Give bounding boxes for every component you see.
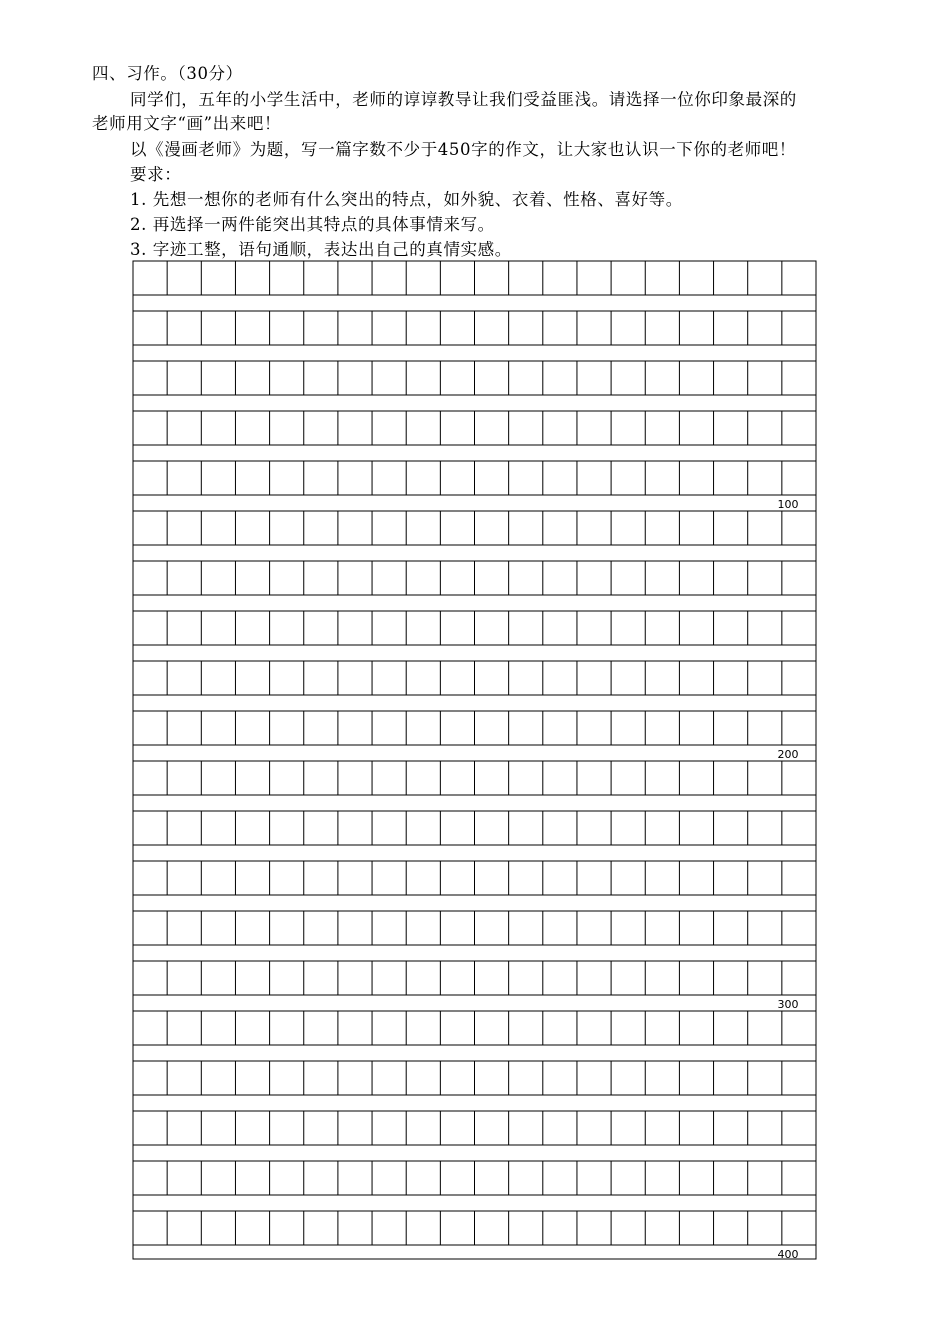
requirements-title: 要求： [130,165,182,184]
word-count-marker: 100 [777,498,799,511]
prompt-line-3: 以《漫画老师》为题，写一篇字数不少于450字的作文，让大家也认识一下你的老师吧！ [130,140,796,159]
requirement-item-1: 1. 先想一想你的老师有什么突出的特点，如外貌、衣着、性格、喜好等。 [130,190,683,209]
prompt-line-2: 老师用文字“画”出来吧！ [92,114,282,133]
requirement-item-3: 3. 字迹工整，语句通顺，表达出自己的真情实感。 [130,240,512,259]
word-count-marker: 300 [777,998,799,1011]
section-heading: 四、习作。（30分） [92,64,243,83]
word-count-marker: 400 [777,1248,799,1261]
prompt-line-1: 同学们，五年的小学生活中，老师的谆谆教导让我们受益匪浅。请选择一位你印象最深的 [130,90,797,109]
word-count-marker: 200 [777,748,799,761]
requirement-item-2: 2. 再选择一两件能突出其特点的具体事情来写。 [130,215,495,234]
